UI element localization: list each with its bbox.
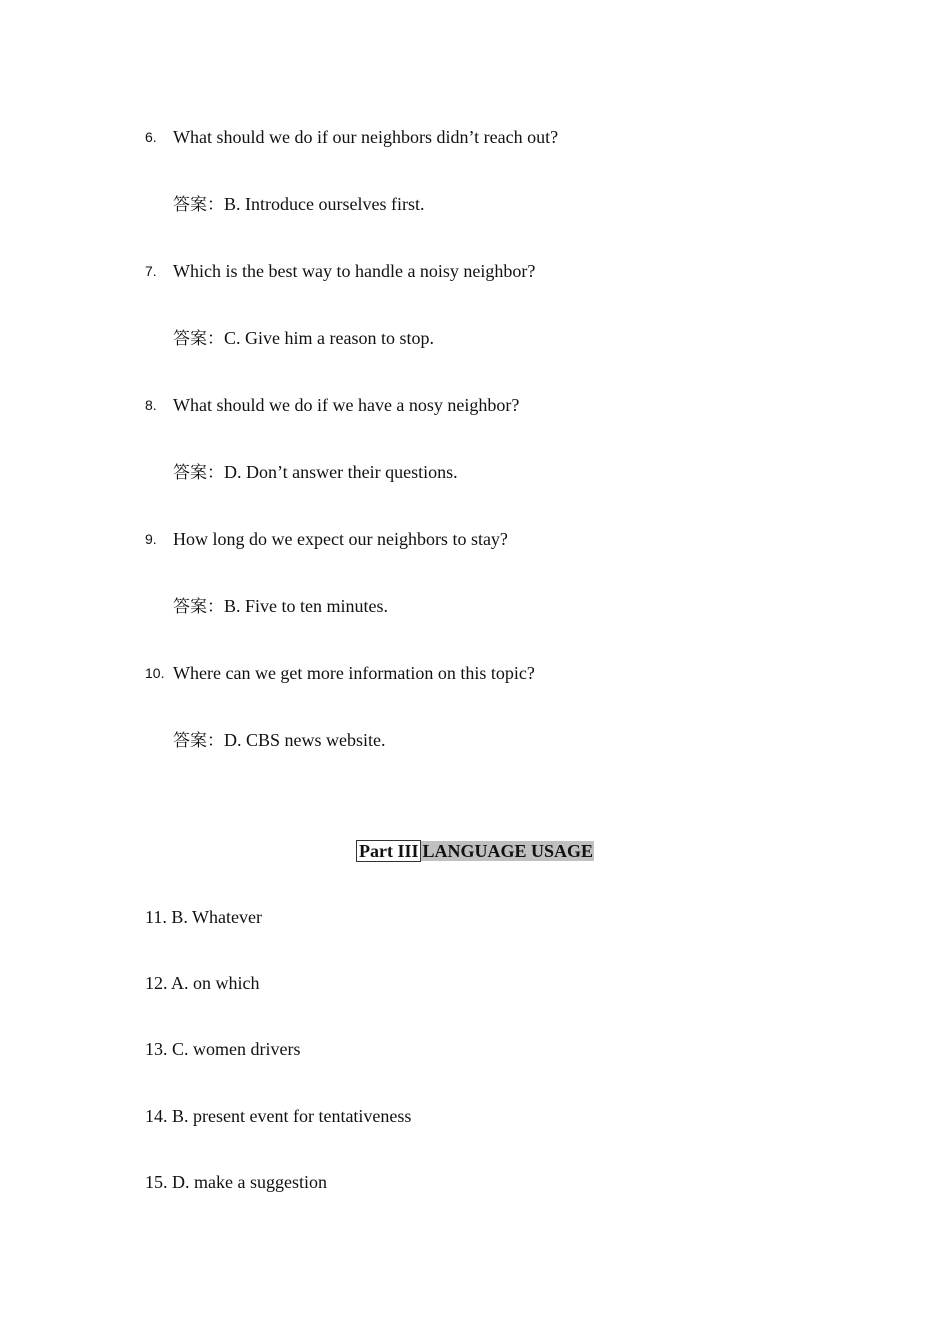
question-text: What should we do if our neighbors didn’t reach out? (173, 127, 559, 147)
question-number: 6. (145, 129, 157, 145)
question-number: 10. (145, 665, 165, 681)
answer-label: 答案： (173, 195, 224, 215)
answer-label: 答案： (173, 329, 224, 349)
list-item: 12. A. on which (145, 973, 260, 993)
answer-label: 答案： (173, 463, 224, 483)
answer-text: D. CBS news website. (224, 730, 386, 750)
answer-text: B. Five to ten minutes. (224, 596, 388, 616)
question-number: 8. (145, 397, 157, 413)
answer-label: 答案： (173, 731, 224, 751)
answer-text: C. Give him a reason to stop. (224, 328, 434, 348)
list-item: 13. C. women drivers (145, 1039, 301, 1059)
answer-text: D. Don’t answer their questions. (224, 462, 458, 482)
question-text: What should we do if we have a nosy neighbor? (173, 395, 520, 415)
section-heading (0, 840, 950, 862)
section-title: LANGUAGE USAGE (422, 841, 594, 861)
question-number: 9. (145, 531, 157, 547)
question-text: How long do we expect our neighbors to stay? (173, 529, 508, 549)
answer-line (173, 729, 386, 752)
answer-line (173, 595, 388, 618)
question-text: Which is the best way to handle a noisy neighbor? (173, 261, 536, 281)
section-label: Part III (356, 840, 422, 862)
answer-line (173, 327, 434, 350)
question-number: 7. (145, 263, 157, 279)
answer-line (173, 461, 458, 484)
list-item: 11. B. Whatever (145, 907, 262, 927)
answer-line (173, 193, 424, 216)
list-item: 15. D. make a suggestion (145, 1172, 327, 1192)
list-item: 14. B. present event for tentativeness (145, 1106, 412, 1126)
answer-text: B. Introduce ourselves first. (224, 194, 425, 214)
question-text: Where can we get more information on this topic? (173, 663, 535, 683)
answer-label: 答案： (173, 597, 224, 617)
